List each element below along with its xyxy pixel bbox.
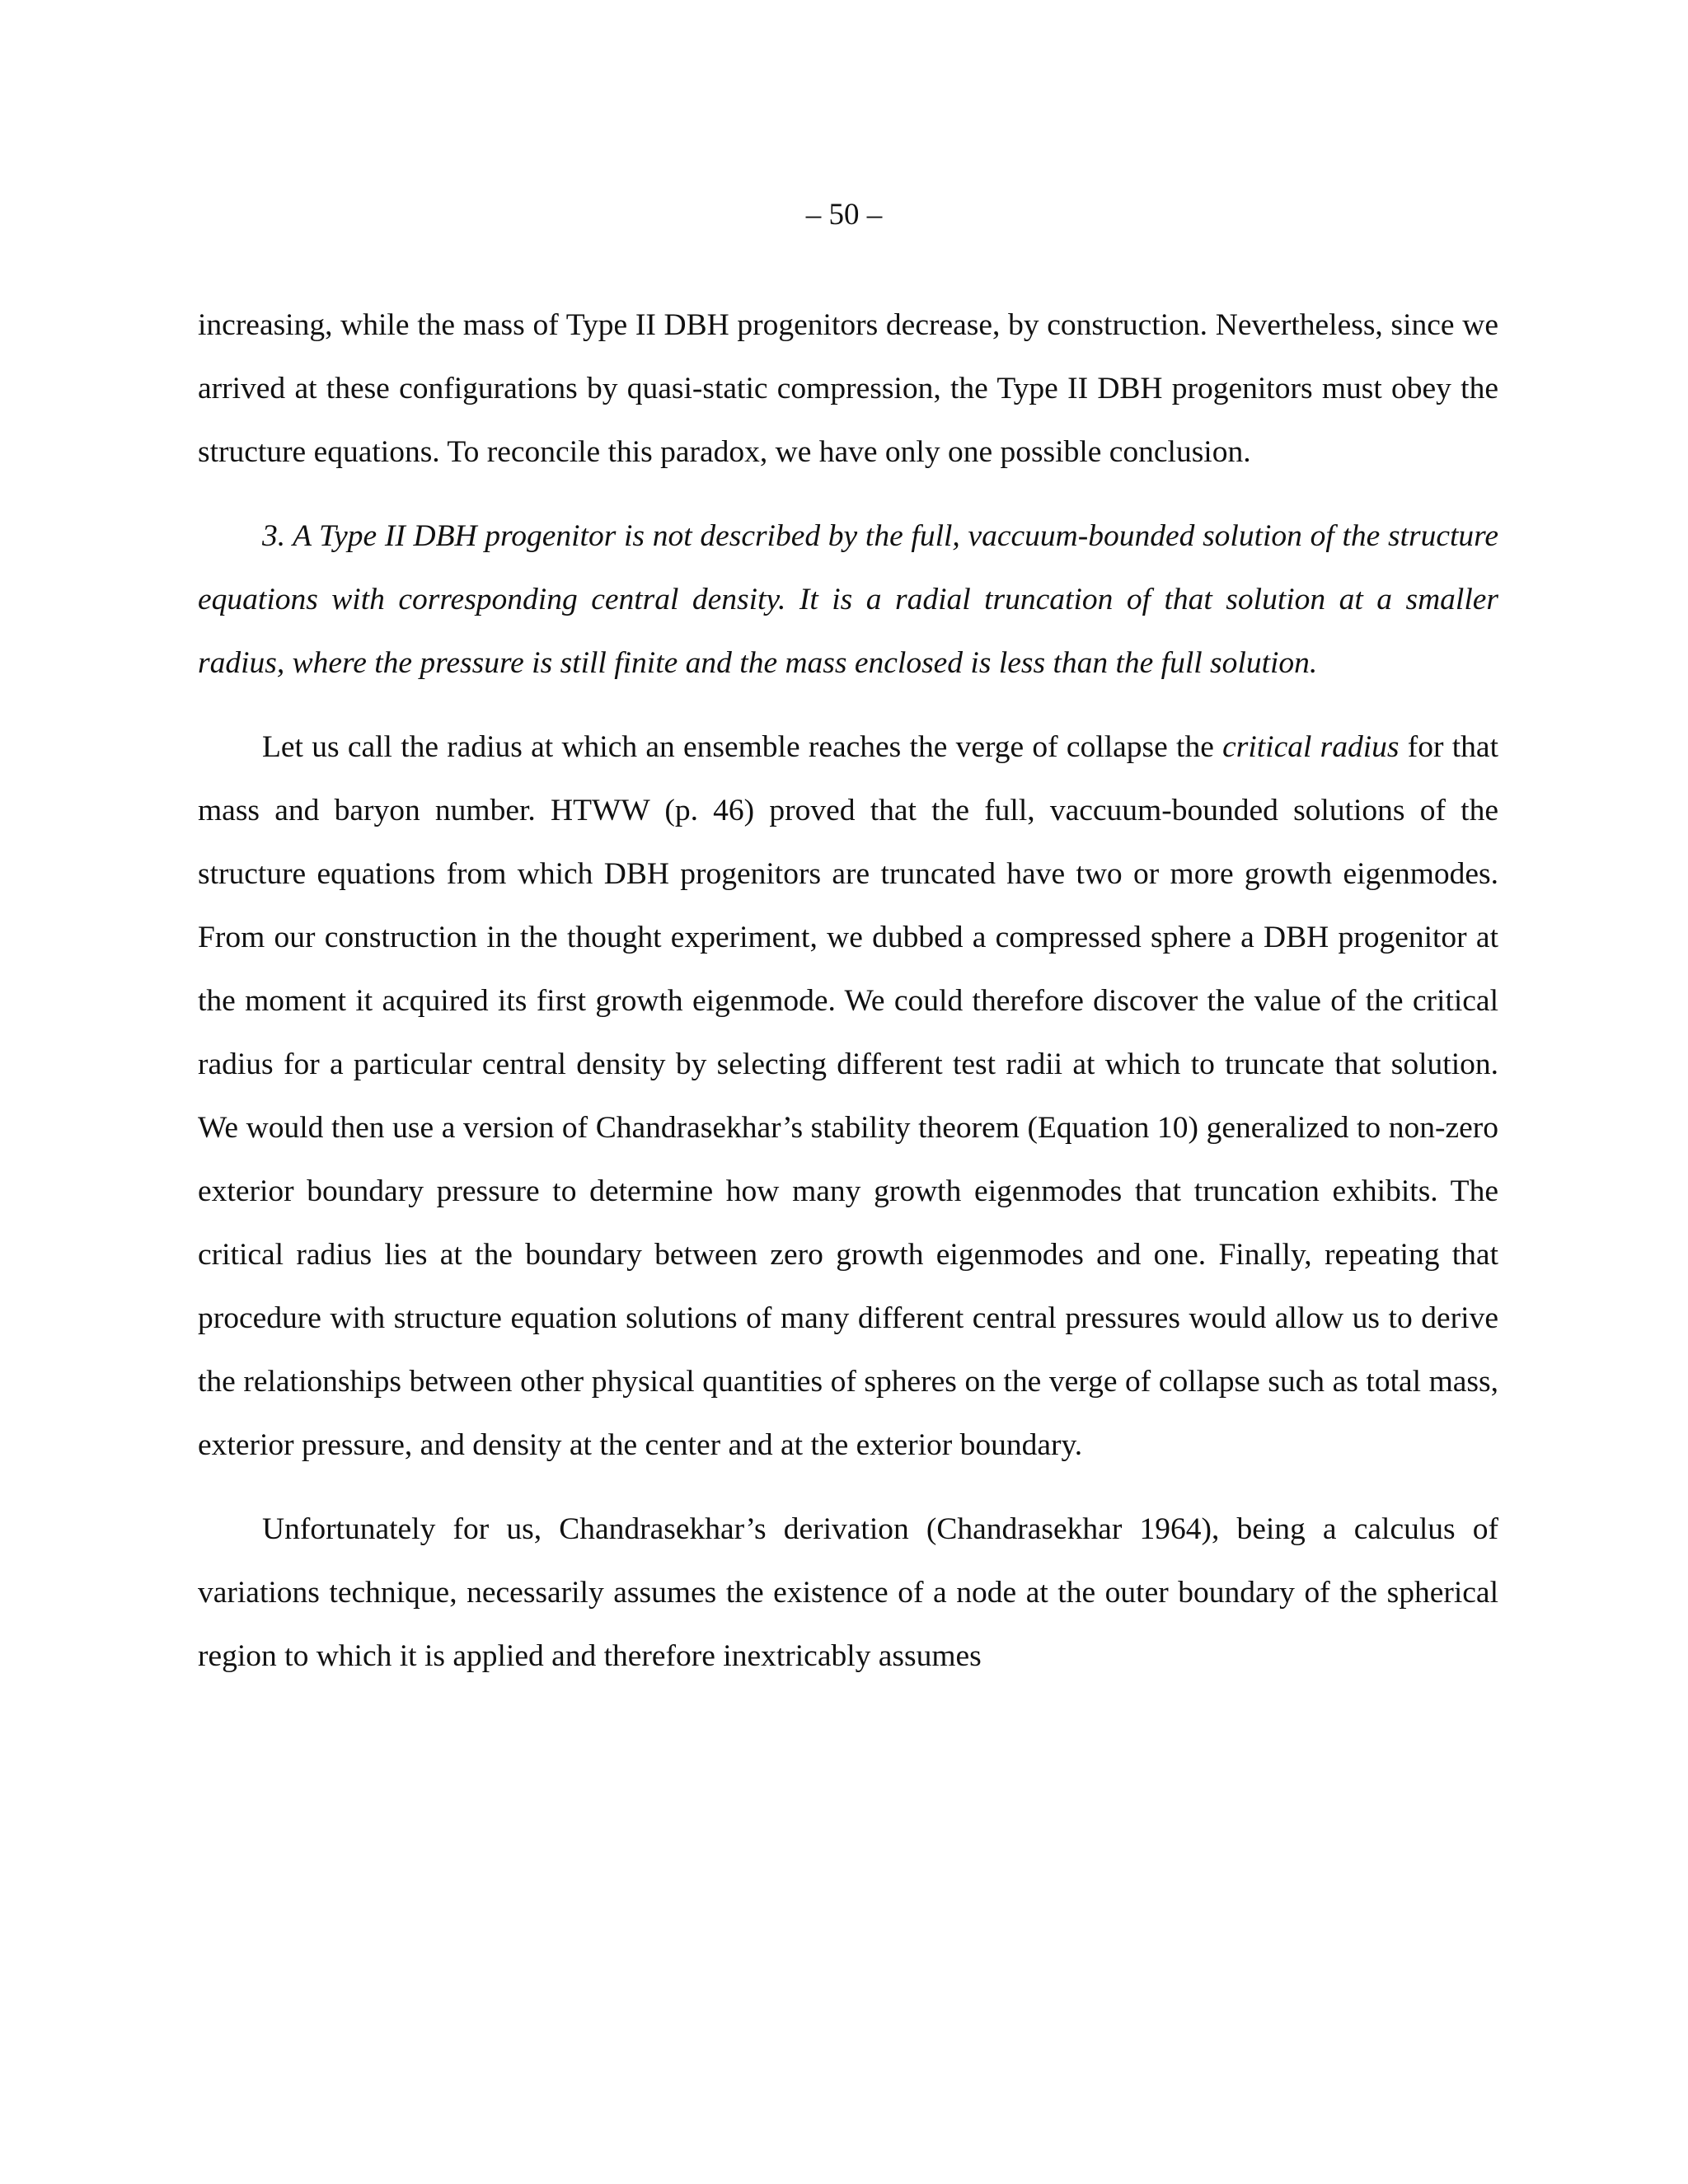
paragraph-conclusion-3: 3. A Type II DBH progenitor is not described by the full, vaccuum-bounded solution of the structure equations with corresponding central density. It is a radial truncation of that solution at a smaller radius, where the pressure is still finite and the mass enclosed is less than the full solution. (198, 519, 1498, 680)
page-number: – 50 – (805, 198, 883, 232)
paragraph-continuation: increasing, while the mass of Type II DBH progenitors decrease, by construction. Nevertheless, since we arrived at these configurations by quasi-static compression, the Type II DBH progenitors must obey the structure equations. To reconcile this paradox, we have only one possible conclusion. (198, 308, 1498, 469)
term-critical-radius: critical radius (1222, 730, 1400, 764)
paragraph-critical-radius (198, 715, 1498, 1477)
body-text (198, 293, 1498, 1688)
paragraph-chandrasekhar: Unfortunately for us, Chandrasekhar’s derivation (Chandrasekhar 1964), being a calculus of variations technique, necessarily assumes the existence of a node at the outer boundary of the spherical region to which it is applied and therefore inextricably assumes (198, 1512, 1498, 1673)
paragraph-critical-radius-rest: for that mass and baryon number. HTWW (p. 46) proved that the full, vaccuum-bounded solutions of the structure equations from which DBH progenitors are truncated have two or more growth eigenmodes. From our construction in the thought experiment, we dubbed a compressed sphere a DBH progenitor at the moment it acquired its first growth eigenmode. We could therefore discover the value of the critical radius for a particular central density by selecting different test radii at which to truncate that solution. We would then use a version of Chandrasekhar’s stability theorem (Equation 10) generalized to non-zero exterior boundary pressure to determine how many growth eigenmodes that truncation exhibits. The critical radius lies at the boundary between zero growth eigenmodes and one. Finally, repeating that procedure with structure equation solutions of many different central pressures would allow us to derive the relationships between other physical quantities of spheres on the verge of collapse such as total mass, exterior pressure, and density at the center and at the exterior boundary. (198, 730, 1498, 1462)
paragraph-critical-radius-lead: Let us call the radius at which an ensemble reaches the verge of collapse the (262, 730, 1223, 764)
